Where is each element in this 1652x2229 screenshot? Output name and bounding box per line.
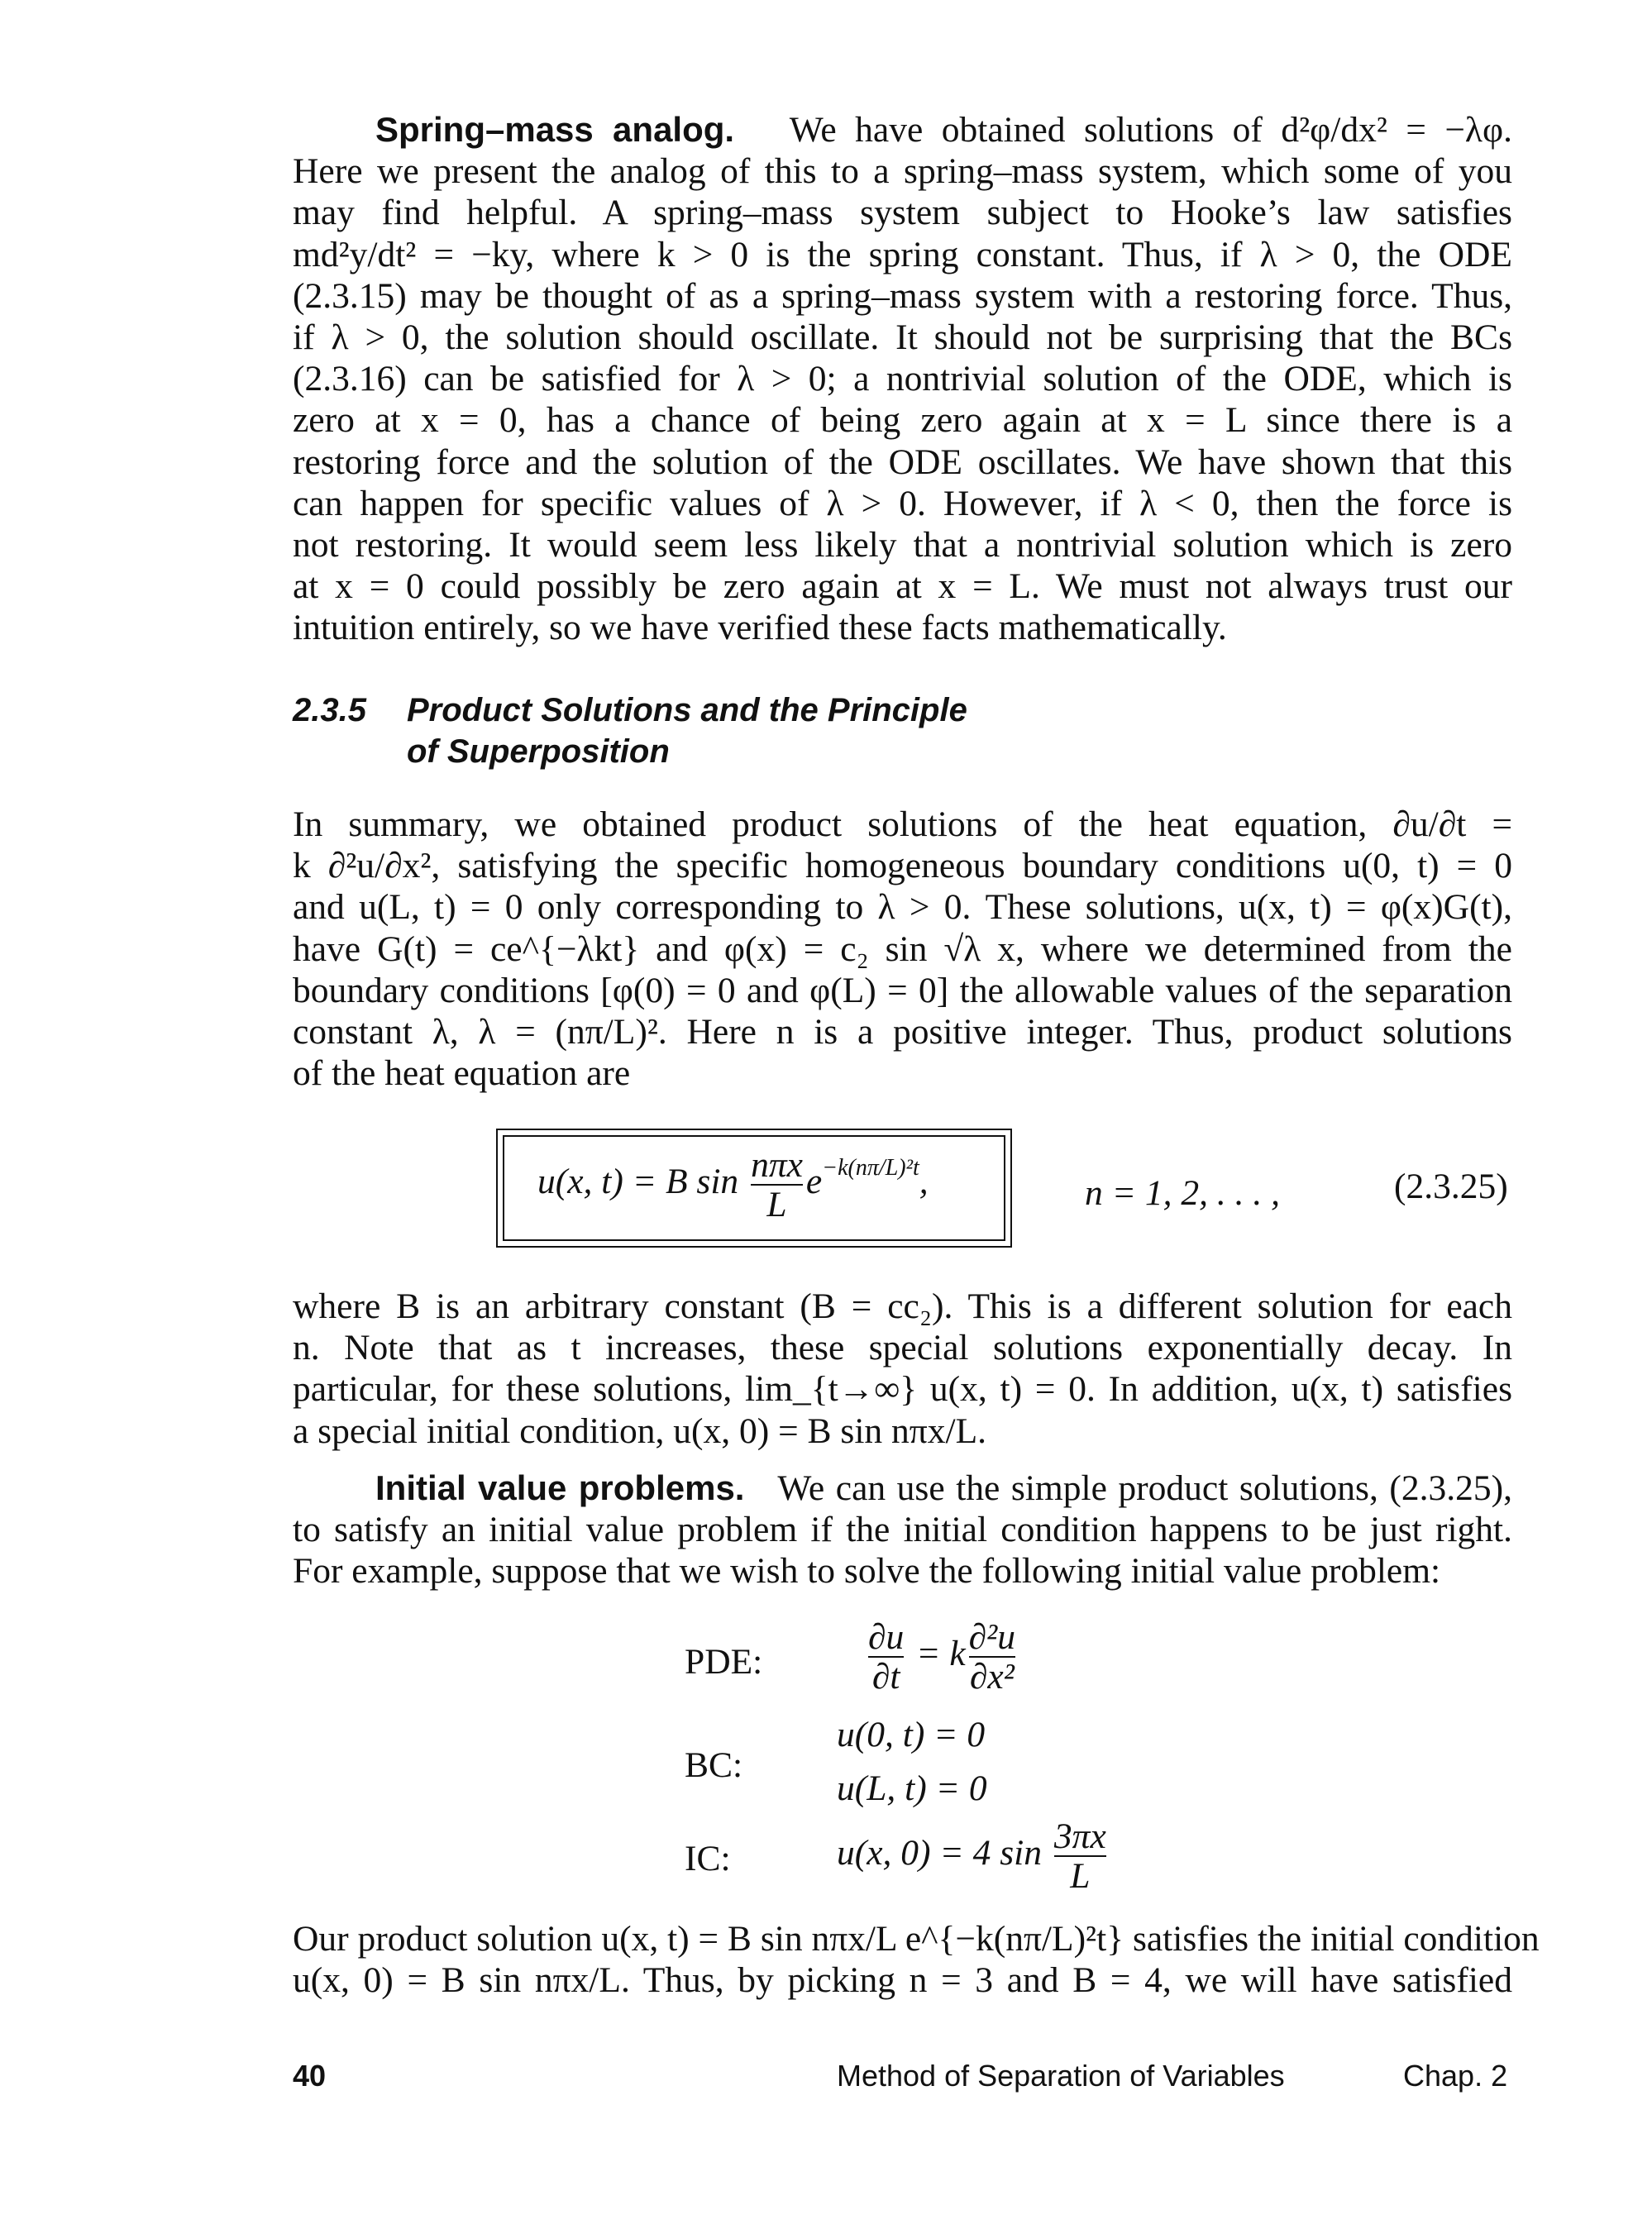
chapter-label: Chap. 2: [1403, 2059, 1508, 2093]
ic-label: IC:: [685, 1839, 731, 1878]
paragraph-line: In summary, we obtained product solutions of the heat equation, ∂u/∂t =: [293, 804, 1512, 844]
page-number: 40: [293, 2059, 327, 2093]
paragraph-line: md²y/dt² = −ky, where k > 0 is the spring constant. Thus, if λ > 0, the ODE: [293, 234, 1512, 274]
ic-lhs: u(x, 0) = 4 sin: [837, 1832, 1043, 1873]
pde-rhs-fraction: [969, 1618, 1015, 1696]
paragraph-line: For example, suppose that we wish to solve the following initial value problem:: [293, 1551, 1441, 1592]
paragraph-line: (2.3.16) can be satisfied for λ > 0; a nontrivial solution of the ODE, which is: [293, 359, 1512, 399]
paragraph-line: not restoring. It would seem less likely that a nontrivial solution which is zero: [293, 525, 1512, 566]
paragraph-line: Here we present the analog of this to a spring–mass system, which some of you: [293, 151, 1512, 192]
paragraph-line: where B is an arbitrary constant (B = cc₂). This is a different solution for each: [293, 1286, 1512, 1326]
paragraph-line: k ∂²u/∂x², satisfying the specific homogeneous boundary conditions u(0, t) = 0: [293, 846, 1512, 886]
paragraph-line: may find helpful. A spring–mass system subject to Hooke’s law satisfies: [293, 193, 1512, 233]
pde-equals: = k: [916, 1633, 966, 1673]
equation-number: (2.3.25): [1394, 1167, 1508, 1206]
paragraph-line-1: Initial value problems. We can use the simple product solutions, (2.3.25),: [375, 1468, 1512, 1508]
bc-equation-2: u(L, t) = 0: [837, 1768, 987, 1808]
fraction-denominator: L: [1054, 1855, 1106, 1895]
chapter-title: Method of Separation of Variables: [837, 2059, 1285, 2093]
equation-comma: ,: [919, 1161, 929, 1201]
paragraph-line: restoring force and the solution of the ODE oscillates. We have shown that this: [293, 442, 1512, 482]
final-paragraph: [293, 1918, 1540, 2001]
paragraph-line: boundary conditions [φ(0) = 0 and φ(L) = 0] the allowable values of the separation: [293, 970, 1512, 1010]
paragraph-line: constant λ, λ = (nπ/L)². Here n is a positive integer. Thus, product solutions: [293, 1012, 1512, 1052]
exponential-power: −k(nπ/L)²t: [822, 1154, 919, 1181]
fraction-denominator: ∂x²: [969, 1657, 1015, 1697]
paragraph-line: and u(L, t) = 0 only corresponding to λ > 0. These solutions, u(x, t) = φ(x)G(t),: [293, 887, 1512, 928]
exponential-base: e: [805, 1161, 823, 1201]
paragraph-line: to satisfy an initial value problem if the initial condition happens to be just right.: [293, 1510, 1512, 1550]
pde-lhs-fraction: [868, 1618, 904, 1696]
section-heading: [293, 690, 967, 772]
ic-fraction: [1054, 1817, 1106, 1895]
paragraph-line: have G(t) = ce^{−λkt} and φ(x) = c₂ sin √λ x, where we determined from the: [293, 928, 1512, 969]
paragraph-line: at x = 0 could possibly be zero again at x = L. We must not always trust our: [293, 566, 1512, 607]
paragraph-line: of the heat equation are: [293, 1053, 631, 1094]
paragraph-line: if λ > 0, the solution should oscillate. It should not be surprising that the BCs: [293, 317, 1512, 358]
fraction-numerator: 3πx: [1053, 1816, 1106, 1856]
paragraph-line: n. Note that as t increases, these special solutions exponentially decay. In: [293, 1328, 1512, 1368]
paragraph-line-1: Spring–mass analog. We have obtained solutions of d²φ/dx² = −λφ.: [375, 110, 1512, 150]
fraction-numerator: ∂²u: [968, 1617, 1015, 1657]
ic-equation: [837, 1817, 1110, 1895]
paragraph-line: u(x, 0) = B sin nπx/L. Thus, by picking n = 3 and B = 4, we will have satisfied: [293, 1960, 1512, 2001]
section-title-line2: of Superposition: [407, 733, 670, 770]
equation-range: n = 1, 2, . . . ,: [1085, 1173, 1280, 1213]
after-equation-paragraph: [293, 1286, 1512, 1452]
bc-label: BC:: [685, 1745, 743, 1785]
fraction-numerator: ∂u: [868, 1617, 905, 1657]
equation-lhs: u(x, t) = B sin: [537, 1161, 739, 1201]
ivp-paragraph: [293, 1468, 1512, 1592]
fraction-numerator: nπx: [751, 1145, 803, 1185]
boxed-equation: [537, 1146, 929, 1224]
bc-equation-1: u(0, t) = 0: [837, 1715, 986, 1754]
paragraph-line: intuition entirely, so we have verified these facts mathematically.: [293, 608, 1227, 648]
paragraph-line: particular, for these solutions, lim_{t→∞} u(x, t) = 0. In addition, u(x, t) satisfies: [293, 1369, 1512, 1410]
paragraph-lead: Initial value problems.: [375, 1468, 745, 1507]
paragraph-line: zero at x = 0, has a chance of being zero again at x = L since there is a: [293, 400, 1512, 441]
pde-equation: [865, 1618, 1019, 1696]
paragraph-line: Our product solution u(x, t) = B sin nπx/L e^{−k(nπ/L)²t} satisfies the initial condition: [293, 1919, 1540, 1959]
section-number: 2.3.5: [293, 692, 366, 728]
equation-fraction: [751, 1146, 803, 1224]
fraction-denominator: ∂t: [868, 1656, 904, 1696]
section-title-line1: Product Solutions and the Principle: [407, 692, 967, 728]
paragraph-line: can happen for specific values of λ > 0. However, if λ < 0, then the force is: [293, 483, 1512, 523]
fraction-denominator: L: [751, 1184, 803, 1224]
pde-label: PDE:: [685, 1642, 763, 1682]
paragraph-line: (2.3.15) may be thought of as a spring–mass system with a restoring force. Thus,: [293, 275, 1512, 316]
paragraph-line: a special initial condition, u(x, 0) = B sin nπx/L.: [293, 1410, 987, 1451]
paragraph-lead: Spring–mass analog.: [375, 110, 735, 149]
spring-mass-paragraph: [293, 109, 1512, 649]
summary-paragraph: [293, 804, 1512, 1094]
